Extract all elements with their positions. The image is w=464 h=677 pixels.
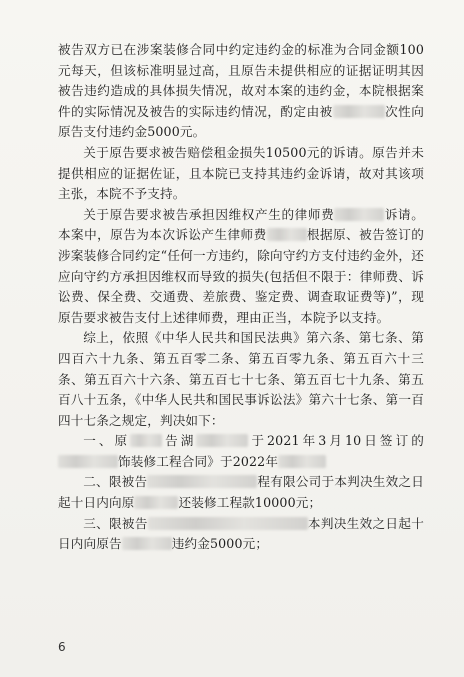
redaction-mark (333, 105, 385, 118)
paragraph-1: 被告双方已在涉案装修合同中约定违约金的标准为合同金额100元每天，但该标准明显过高，且原告未提供相应的证据证明其因被告违约造成的具体损失情况，故对本案的违约金，本院根据案件的实际情况及被告的实际违约情况，酌定由被 次性向原告支付违约金5000元。 (58, 42, 424, 140)
document-body (58, 40, 424, 555)
judgment-item-2: 二、限被告 程有限公司于本判决生效之日起十日内向原 还装修工程款10000元； (58, 474, 425, 511)
redaction-mark (196, 434, 248, 447)
redaction-mark (147, 475, 257, 488)
redaction-mark (278, 455, 326, 468)
redaction-mark (334, 208, 384, 221)
paragraph-2: 关于原告要求被告赔偿租金损失10500元的诉请。原告并未提供相应的证据佐证，且本院已支持其违约金诉请，故对其该项主张，本院不予支持。 (58, 144, 424, 202)
redaction-mark (122, 537, 172, 550)
redaction-mark (130, 434, 162, 447)
redaction-mark (267, 228, 307, 241)
redaction-mark (58, 455, 118, 468)
paragraph-4: 综上，依照《中华人民共和国民法典》第六条、第七条、第四百六十九条、第五百零二条、第五百零九条、第五百六十三条、第五百六十六条、第五百七十七条、第五百七十九条、第五百八十五条，《中华人民共和国民事诉讼法》第六十七条、第一百四十七条之规定，判决如下： (58, 330, 424, 428)
paragraph-3: 关于原告要求被告承担因维权产生的律师费 诉请。本案中，原告为本次诉讼产生律师费 根据原、被告签订的涉案装修合同约定“任何一方违约，除向守约方支付违约金外，还应向守约方承担因维权而导致的损失(包括但不限于：律师费、诉讼费、保全费、交通费、差旅费、鉴定费、调查取证费等)”，现原告要求被告支付上述律师费，理由正当，本院予以支持。 (58, 206, 424, 325)
redaction-mark (148, 517, 308, 530)
judgment-item-3: 三、限被告 本判决生效之日起十日内向原告 违约金5000元； (58, 515, 424, 552)
judgment-item-1: 一、原 告湖 于2021年3月10日签订的饰装修工程合同》于2022年 (58, 431, 424, 472)
redaction-mark (134, 496, 178, 509)
page-number: 6 (58, 640, 66, 654)
